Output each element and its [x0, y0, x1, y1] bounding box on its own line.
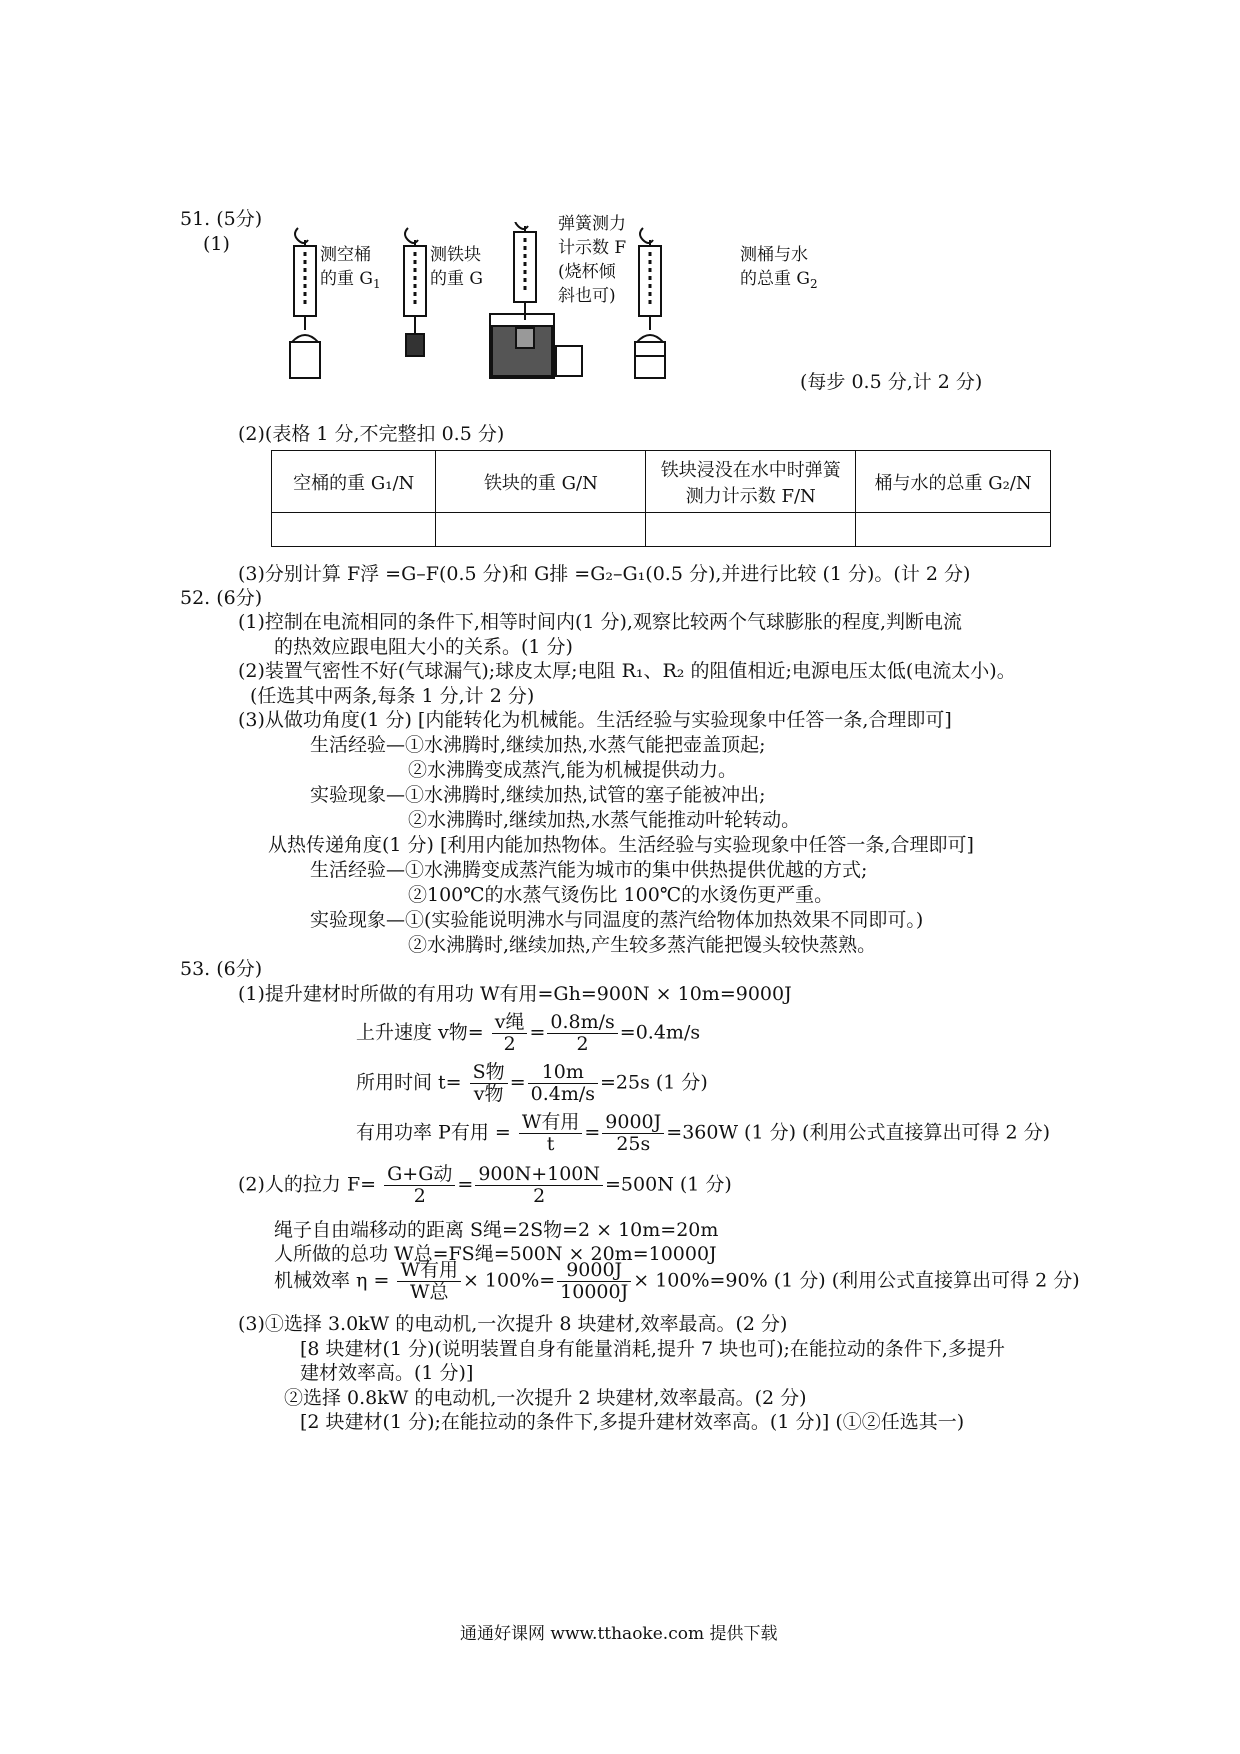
q52-line: 生活经验—①水沸腾变成蒸汽能为城市的集中供热提供优越的方式; — [310, 859, 868, 881]
table-header-cell: 桶与水的总重 G₂/N — [856, 451, 1051, 513]
fig-label-1: 测空桶 的重 $G_1$ — [320, 245, 381, 291]
q52-line: (2)装置气密性不好(气球漏气);球皮太厚;电阻 R₁、R₂ 的阻值相近;电源电压太低(电流太小)。 — [238, 660, 1016, 682]
q53-heading: 53. (6分) — [180, 958, 263, 980]
table-cell — [856, 513, 1051, 547]
q52-line: 实验现象—①(实验能说明沸水与同温度的蒸汽给物体加热效果不同即可。) — [310, 909, 924, 931]
q53-efficiency: 机械效率 η = $\frac{\text{W有用}}{\text{W总}}$ × 100%= $\frac{9000J}{10000J}$ × 100%=90% (1 分) (利用公式直接算出可得 2 分) — [274, 1259, 1080, 1303]
q51-part2-label: (2)(表格 1 分,不完整扣 0.5 分) — [238, 423, 505, 445]
q52-line: ②水沸腾时,继续加热,水蒸气能推动叶轮转动。 — [408, 809, 801, 831]
q51-heading: 51. (5分) — [180, 208, 263, 230]
q52-line: (任选其中两条,每条 1 分,计 2 分) — [250, 685, 535, 707]
q53-line: [2 块建材(1 分);在能拉动的条件下,多提升建材效率高。(1 分)] (①②任选其一) — [300, 1411, 965, 1433]
q52-line: ②100℃的水蒸气烫伤比 100℃的水烫伤更严重。 — [408, 884, 834, 906]
q53-velocity: 上升速度 v物= $\frac{\text{v绳}}{2}$ = $\frac{0.8m/s}{2}$ =0.4m/s — [356, 1011, 701, 1055]
spring-scale-2-icon — [404, 228, 426, 356]
spring-scale-4-icon — [635, 228, 665, 378]
q52-line: 实验现象—①水沸腾时,继续加热,试管的塞子能被冲出; — [310, 784, 766, 806]
q52-line: (3)从做功角度(1 分) [内能转化为机械能。生活经验与实验现象中任答一条,合理即可] — [238, 709, 952, 731]
q51-part1-score: (每步 0.5 分,计 2 分) — [800, 371, 983, 393]
q53-line: 建材效率高。(1 分)] — [300, 1362, 474, 1384]
q53-line: (3)①选择 3.0kW 的电动机,一次提升 8 块建材,效率最高。(2 分) — [238, 1313, 788, 1335]
table-cell — [272, 513, 436, 547]
spring-scale-1-icon — [290, 228, 320, 378]
table-cell — [646, 513, 856, 547]
q52-line: (1)控制在电流相同的条件下,相等时间内(1 分),观察比较两个气球膨胀的程度,判断电流 — [238, 611, 962, 633]
q51-part3: (3)分别计算 F浮 =G–F(0.5 分)和 G排 =G₂–G₁(0.5 分),并进行比较 (1 分)。(计 2 分) — [238, 563, 971, 585]
table-header-cell: 铁块浸没在水中时弹簧测力计示数 F/N — [646, 451, 856, 513]
data-table — [271, 450, 1051, 547]
q53-line: [8 块建材(1 分)(说明装置自身有能量消耗,提升 7 块也可);在能拉动的条件下,多提升 — [300, 1338, 1005, 1360]
footer-text: 通通好课网 www.tthaoke.com 提供下载 — [460, 1624, 778, 1644]
table-header-cell: 铁块的重 G/N — [436, 451, 646, 513]
q52-line: ②水沸腾变成蒸汽,能为机械提供动力。 — [408, 759, 738, 781]
q53-line: 绳子自由端移动的距离 S绳=2S物=2 × 10m=20m — [274, 1219, 719, 1241]
fig-label-2: 测铁块 的重 G — [430, 245, 483, 289]
q51-part1-label: (1) — [203, 233, 230, 255]
table-cell — [436, 513, 646, 547]
q52-line: 的热效应跟电阻大小的关系。(1 分) — [274, 636, 573, 658]
q53-line: (1)提升建材时所做的有用功 W有用=Gh=900N × 10m=9000J — [238, 983, 792, 1005]
q53-line: 人所做的总功 W总=FS绳=500N × 20m=10000J — [274, 1243, 717, 1265]
q53-line: ②选择 0.8kW 的电动机,一次提升 2 块建材,效率最高。(2 分) — [284, 1387, 807, 1409]
fig-label-3: 弹簧测力 计示数 F (烧杯倾 斜也可) — [558, 214, 627, 306]
q53-time: 所用时间 t= $\frac{\text{S物}}{\text{v物}}$ = $\frac{10m}{0.4m/s}$ =25s (1 分) — [356, 1061, 708, 1105]
q53-force: (2)人的拉力 F= $\frac{\text{G+G动}}{2}$ = $\frac{900N+100N}{2}$ =500N (1 分) — [238, 1163, 732, 1207]
q52-line: 从热传递角度(1 分) [利用内能加热物体。生活经验与实验现象中任答一条,合理即可] — [268, 834, 974, 856]
table-header-cell: 空桶的重 G₁/N — [272, 451, 436, 513]
fig-label-4: 测桶与水 的总重 $G_2$ — [740, 245, 818, 291]
q53-power: 有用功率 P有用 = $\frac{\text{W有用}}{t}$ = $\frac{9000J}{25s}$ =360W (1 分) (利用公式直接算出可得 2 分) — [356, 1111, 1051, 1155]
q52-line: 生活经验—①水沸腾时,继续加热,水蒸气能把壶盖顶起; — [310, 734, 766, 756]
q52-heading: 52. (6分) — [180, 587, 263, 609]
q52-line: ②水沸腾时,继续加热,产生较多蒸汽能把馒头较快蒸熟。 — [408, 934, 877, 956]
